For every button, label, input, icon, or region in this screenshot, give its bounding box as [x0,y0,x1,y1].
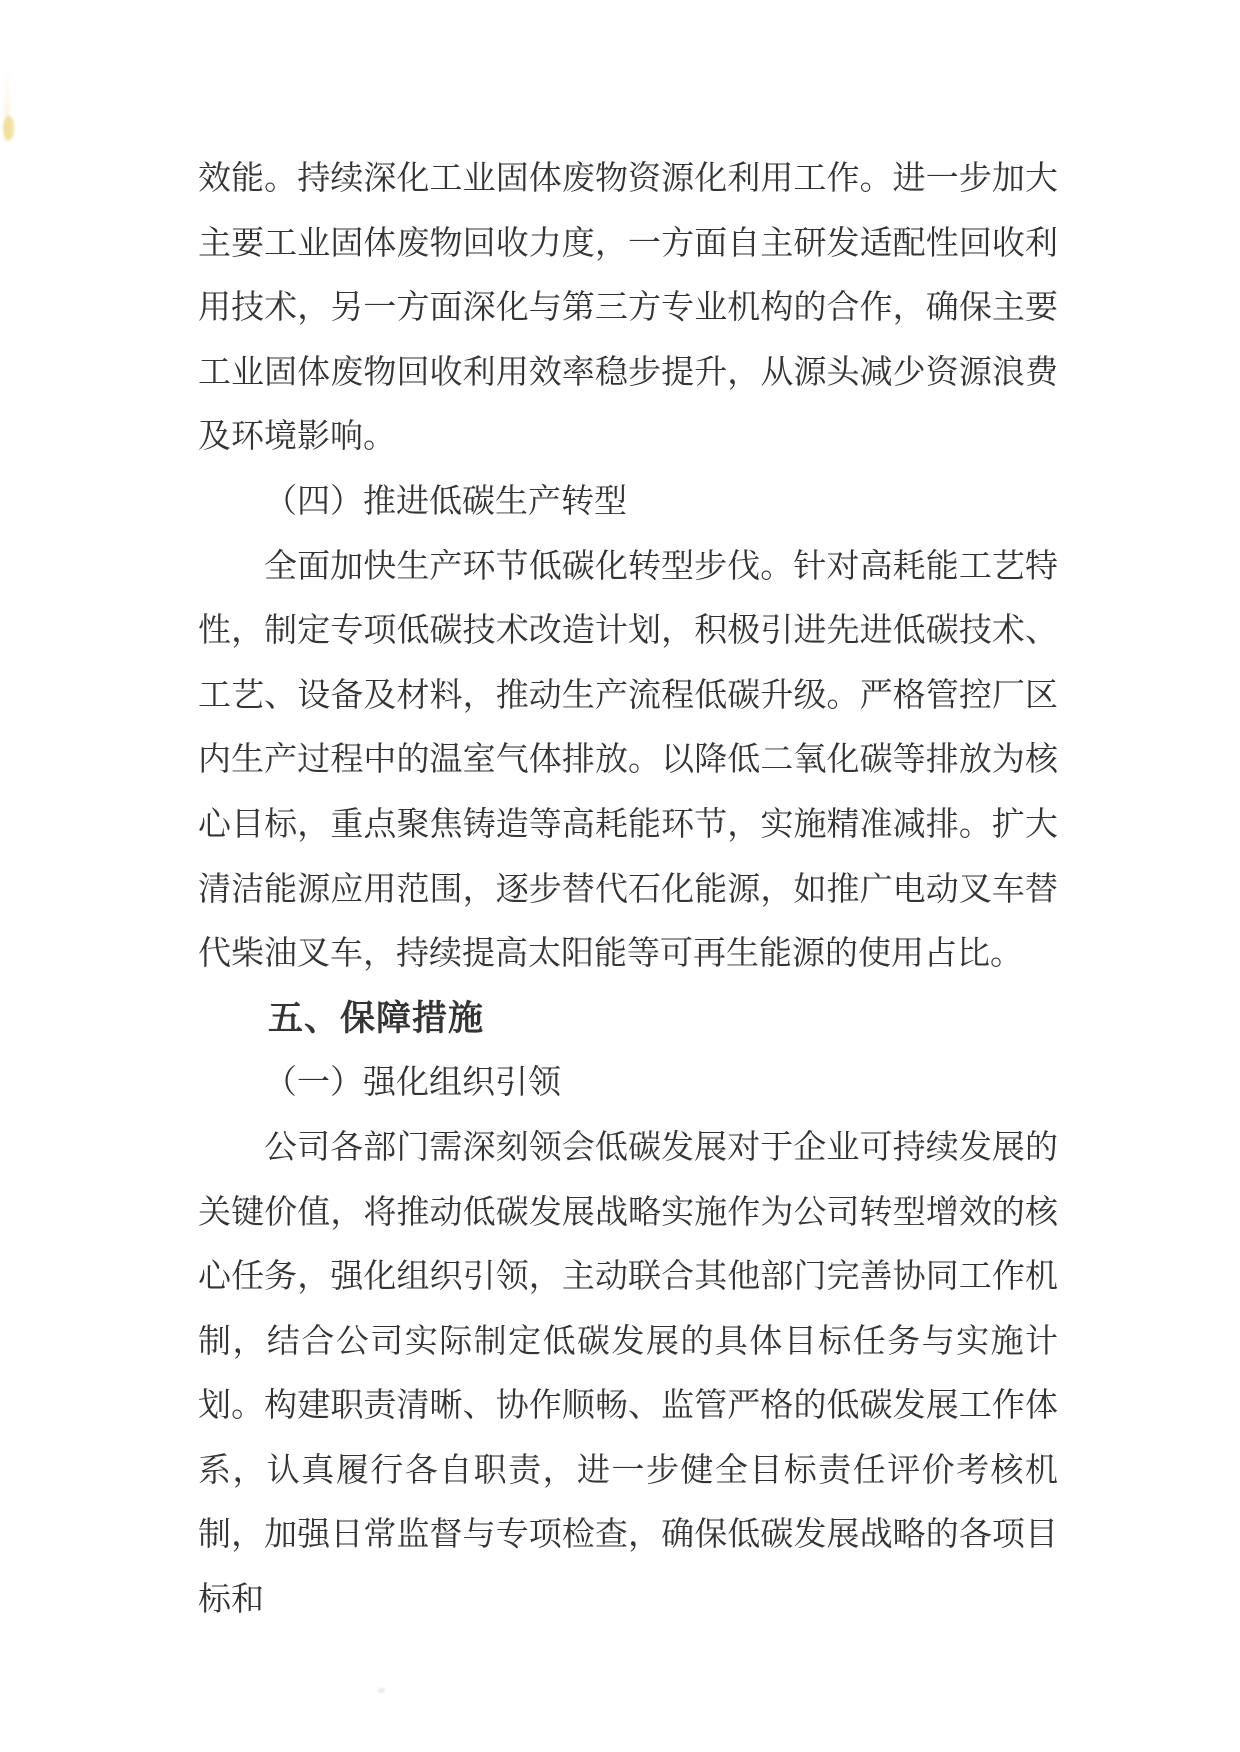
scan-artifact-dot [378,1688,385,1693]
paragraph-low-carbon-production: 全面加快生产环节低碳化转型步伐。针对高耗能工艺特性，制定专项低碳技术改造计划，积极引进先进低碳技术、工艺、设备及材料，推动生产流程低碳升级。严格管控厂区内生产过程中的温室气体排放。以降低二氧化碳等排放为核心目标，重点聚焦铸造等高耗能环节，实施精准减排。扩大清洁能源应用范围，逐步替代石化能源，如推广电动叉车替代柴油叉车，持续提高太阳能等可再生能源的使用占比。 [198,548,1058,973]
scan-artifact-blob [3,116,14,140]
subheading-section-one: （一）强化组织引领 [264,1065,561,1102]
paragraph-continuation-solid-waste: 效能。持续深化工业固体废物资源化利用工作。进一步加大主要工业固体废物回收力度，一方面自主研发适配性回收利用技术，另一方面深化与第三方专业机构的合作，确保主要工业固体废物回收利用效率稳步提升，从源头减少资源浪费及环境影响。 [198,161,1058,456]
paragraph-organizational-leadership: 公司各部门需深刻领会低碳发展对于企业可持续发展的关键价值，将推动低碳发展战略实施作为公司转型增效的核心任务，强化组织引领，主动联合其他部门完善协同工作机制，结合公司实际制定低碳发展的具体目标任务与实施计划。构建职责清晰、协作顺畅、监管严格的低碳发展工作体系，认真履行各自职责，进一步健全目标责任评价考核机制，加强日常监督与专项检查，确保低碳发展战略的各项目标和 [198,1129,1058,1619]
subheading-section-four: （四）推进低碳生产转型 [264,483,627,520]
heading-chapter-five-safeguards: 五、保障措施 [268,998,485,1038]
scan-artifact-streak [4,72,10,142]
document-text-block [198,147,1058,1633]
